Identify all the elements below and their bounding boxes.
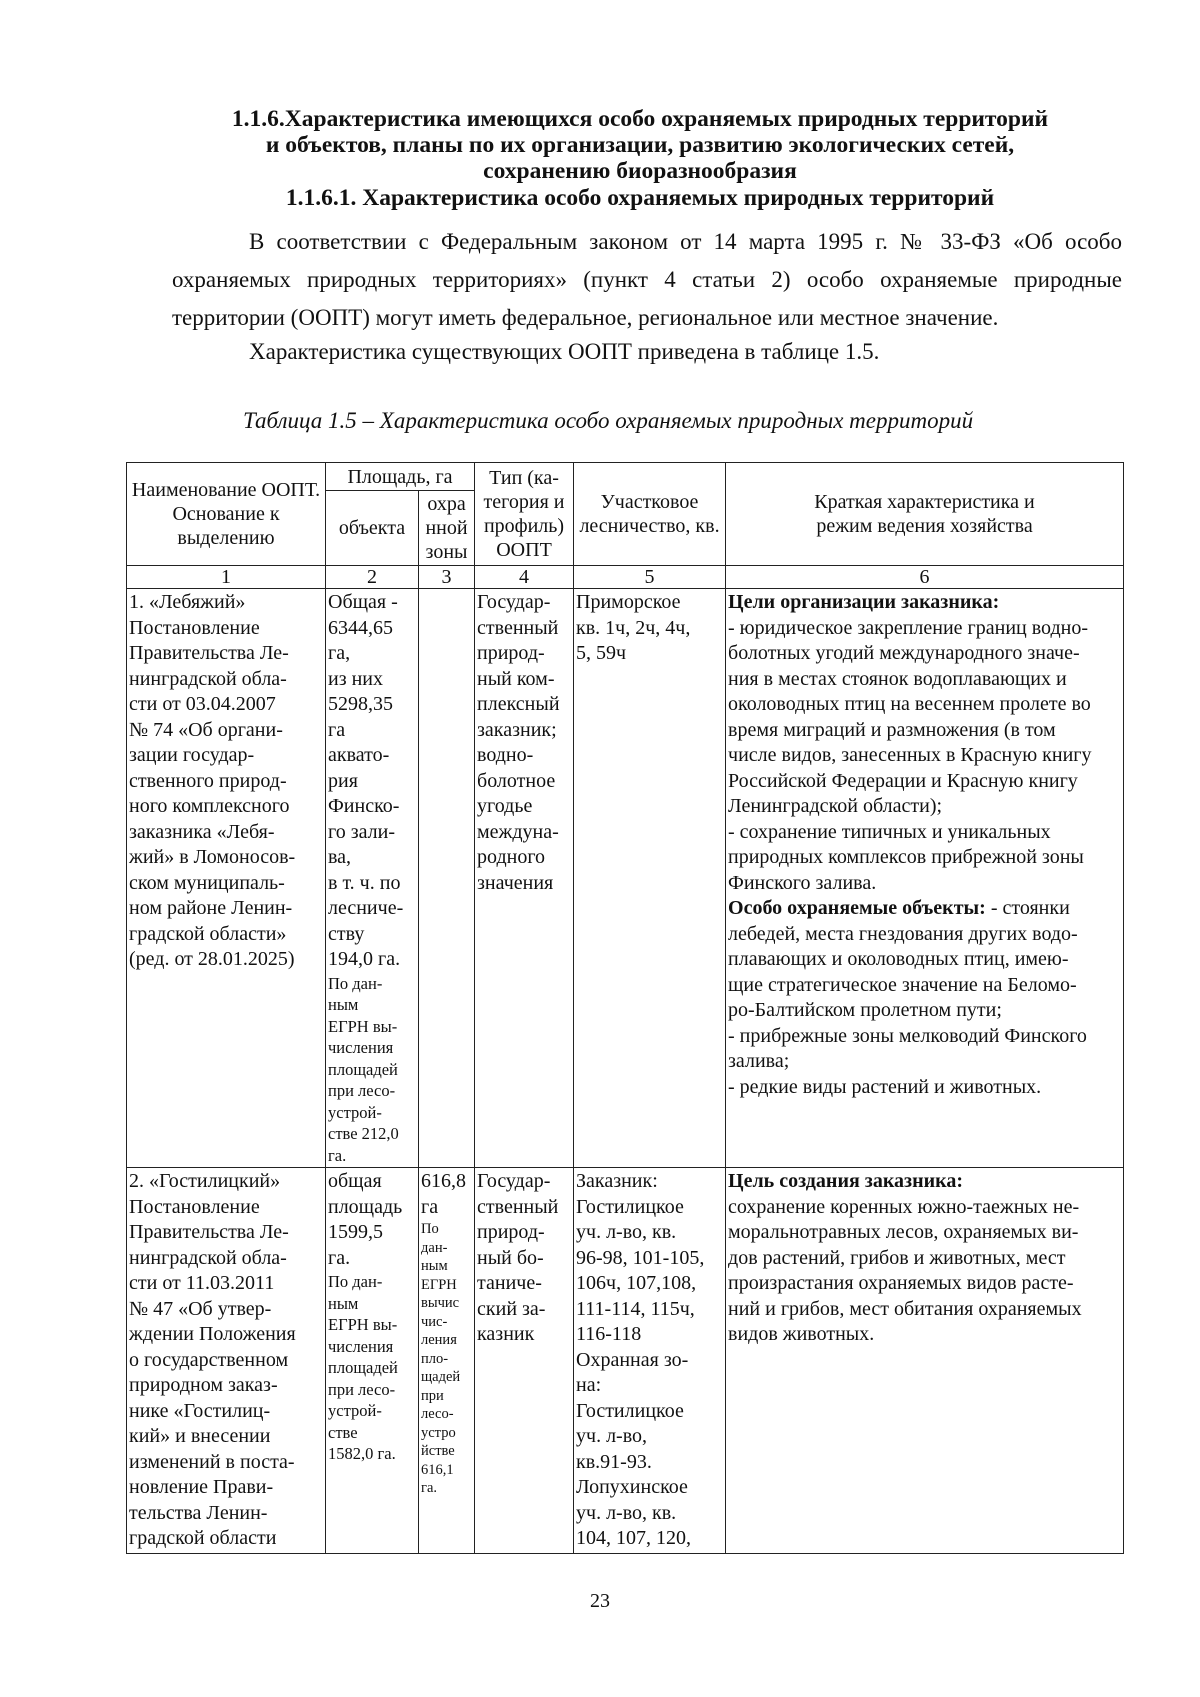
cell-line: 5, 59ч	[576, 642, 627, 664]
cell-line: ный ком-	[477, 667, 555, 690]
header-area: Площадь, га	[326, 463, 475, 491]
cell-line: 111-114, 115ч,	[576, 1297, 695, 1320]
cell-line: числения	[328, 1336, 394, 1356]
cell-line: ственный	[477, 616, 559, 639]
cell-line: щадей	[421, 1369, 461, 1385]
page-number: 23	[590, 1590, 610, 1612]
summary-label: Цель создания заказника:	[728, 1170, 964, 1192]
cell-line: Правительства Ле-	[129, 1221, 289, 1243]
cell-line: Общая -	[328, 591, 398, 613]
cell-line: № 47 «Об утвер-	[129, 1297, 272, 1320]
cell-line: 1. «Лебяжий»	[129, 591, 246, 613]
cell-line: общая	[328, 1170, 382, 1192]
cell-line: ском муниципаль-	[129, 871, 285, 894]
section-title	[160, 106, 1120, 184]
cell-type	[475, 589, 574, 1168]
cell-line: природ-	[477, 642, 545, 664]
table-row	[127, 1168, 1124, 1554]
cell-line: площадей	[328, 1059, 398, 1079]
cell-line: зации государ-	[129, 744, 255, 766]
cell-name	[127, 589, 326, 1168]
summary-label: Особо охраняемые объекты:	[728, 897, 986, 919]
cell-line: время миграций и размножения (в том	[728, 718, 1056, 741]
cell-line: ния в местах стоянок водоплавающих и	[728, 667, 1067, 690]
cell-line: о государственном	[129, 1348, 289, 1371]
cell-line: значения	[477, 871, 554, 894]
cell-line: - прибрежные зоны мелководий Финского	[728, 1024, 1087, 1047]
cell-buffer	[419, 1168, 475, 1554]
cell-line: га.	[421, 1480, 438, 1496]
table-caption: Таблица 1.5 – Характеристика особо охраняемых природных территорий	[243, 408, 974, 433]
cell-line: - редкие виды растений и животных.	[728, 1075, 1042, 1098]
section-title-line: сохранению биоразнообразия	[483, 158, 797, 184]
cell-line: стве	[328, 1422, 358, 1442]
cell-line: уч. л-во, кв.	[576, 1501, 677, 1524]
summary-label: Цели организации заказника:	[728, 591, 1000, 613]
cell-line: ления	[421, 1332, 457, 1348]
cell-line: пло-	[421, 1350, 449, 1367]
cell-line: рия	[328, 769, 358, 792]
cell-line: ственный	[477, 1195, 559, 1218]
cell-line: нинградской обла-	[129, 667, 287, 690]
cell-line: га,	[328, 642, 351, 664]
cell-line: при лесо-	[328, 1379, 396, 1399]
cell-summary	[726, 1168, 1124, 1554]
cell-line: заказник;	[477, 718, 557, 741]
cell-line: болотных угодий международного значе-	[728, 642, 1080, 664]
cell-line: ва,	[328, 846, 352, 868]
cell-line: родного	[477, 846, 546, 868]
cell-line: 616,8	[421, 1170, 466, 1192]
cell-line: изменений в поста-	[129, 1450, 295, 1473]
cell-type	[475, 1168, 574, 1554]
header-area-buffer: охра нной зоны	[419, 491, 475, 566]
cell-line: при лесо-	[328, 1081, 396, 1100]
column-number-row	[127, 566, 1124, 589]
cell-line: сти от 11.03.2011	[129, 1272, 275, 1294]
cell-line: плавающих и околоводных птиц, имею-	[728, 948, 1069, 970]
cell-line: устрой-	[328, 1102, 382, 1122]
cell-line: площадь	[328, 1195, 403, 1218]
column-number: 5	[574, 566, 726, 589]
section-subtitle	[160, 185, 1120, 211]
cell-line: га	[421, 1195, 439, 1218]
section-title-line: 1.1.6.Характеристика имеющихся особо охраняемых природных территорий	[231, 106, 1049, 132]
column-number: 6	[726, 566, 1124, 589]
cell-line: 5298,35	[328, 693, 393, 715]
cell-line: го зали-	[328, 820, 396, 843]
intro-line: Характеристика существующих ООПТ приведена в таблице 1.5.	[249, 339, 880, 364]
cell-line: Государ-	[477, 1170, 551, 1192]
cell-line: устрой-	[328, 1401, 382, 1420]
cell-name	[127, 1168, 326, 1554]
cell-line: на:	[576, 1374, 602, 1396]
cell-line: числения	[328, 1038, 394, 1057]
cell-line: Заказник:	[576, 1170, 658, 1192]
cell-line: градской области	[129, 1527, 277, 1549]
cell-line: Постановление	[129, 616, 260, 639]
cell-line: устро	[421, 1424, 456, 1441]
cell-line: природном заказ-	[129, 1374, 278, 1396]
intro-line: охраняемых природных территориях» (пункт 4 статьи 2) особо охраняемые природные	[172, 267, 1122, 292]
cell-line: водно-	[477, 744, 534, 766]
cell-line: стве 212,0	[328, 1124, 399, 1143]
intro-paragraph-2	[249, 338, 1119, 366]
cell-line: плексный	[477, 693, 560, 715]
cell-line: моральнотравных лесов, охраняемых ви-	[728, 1221, 1079, 1243]
cell-line: ный бо-	[477, 1246, 544, 1269]
header-forestry: Участковое лесничество, кв.	[574, 463, 726, 566]
cell-summary	[726, 589, 1124, 1168]
cell-line: лебедей, места гнездования других водо-	[728, 922, 1078, 945]
cell-line: 1599,5	[328, 1221, 383, 1243]
cell-line: природных комплексов прибрежной зоны	[728, 846, 1084, 868]
column-number: 4	[475, 566, 574, 589]
cell-line: болотное	[477, 769, 556, 792]
cell-line: йстве	[421, 1443, 455, 1459]
cell-line: нинградской обла-	[129, 1246, 287, 1269]
cell-line: площадей	[328, 1358, 398, 1377]
header-type: Тип (ка- тегория и профиль) ООПТ	[475, 463, 574, 566]
intro-paragraph	[172, 223, 1122, 337]
cell-line: околоводных птиц на весеннем пролете во	[728, 693, 1091, 715]
table-row	[127, 589, 1124, 1168]
cell-line: № 74 «Об органи-	[129, 718, 283, 741]
section-title-line: и объектов, планы по их организации, развитию экологических сетей,	[265, 132, 1015, 158]
header-summary: Краткая характеристика и режим ведения хозяйства	[726, 463, 1124, 566]
intro-line: территории (ООПТ) могут иметь федеральное, региональное или местное значение.	[172, 305, 999, 330]
cell-line: при	[421, 1387, 444, 1404]
cell-line: По	[421, 1221, 439, 1237]
cell-line: 106ч, 107,108,	[576, 1272, 697, 1294]
cell-line: 116-118	[576, 1323, 642, 1345]
cell-line: Лопухинское	[576, 1476, 688, 1498]
column-number: 1	[127, 566, 326, 589]
cell-line: 616,1	[421, 1461, 454, 1478]
cell-buffer	[419, 589, 475, 1168]
cell-line: ным	[328, 995, 359, 1014]
cell-line: кв.91-93.	[576, 1450, 652, 1473]
cell-line: ЕГРН вы-	[328, 1315, 398, 1334]
cell-line: Приморское	[576, 591, 681, 613]
cell-line: чис-	[421, 1313, 448, 1330]
header-area-object: объекта	[326, 491, 419, 566]
cell-line: ро-Балтийском пролетном пути;	[728, 999, 1002, 1021]
summary-label-tail: - стоянки	[985, 897, 1070, 919]
cell-line: вычис	[421, 1295, 460, 1311]
cell-area	[326, 589, 419, 1168]
cell-line: - сохранение типичных и уникальных	[728, 820, 1051, 843]
cell-line: уч. л-во,	[576, 1425, 648, 1447]
cell-line: аквато-	[328, 744, 390, 766]
cell-line: сохранение коренных южно-таежных не-	[728, 1195, 1080, 1218]
cell-line: га.	[328, 1145, 347, 1165]
column-number: 2	[326, 566, 419, 589]
cell-line: 104, 107, 120,	[576, 1527, 692, 1549]
cell-line: щие стратегическое значение на Беломо-	[728, 973, 1077, 996]
cell-line: лесо-	[421, 1406, 454, 1422]
cell-line: уч. л-во, кв.	[576, 1221, 677, 1243]
oopt-table	[126, 462, 1124, 1554]
cell-line: междуна-	[477, 820, 559, 843]
cell-line: Российской Федерации и Красную книгу	[728, 769, 1078, 792]
cell-line: 6344,65	[328, 616, 393, 639]
cell-line: ский за-	[477, 1297, 546, 1320]
cell-line: 96-98, 101-105,	[576, 1246, 705, 1269]
cell-line: кий» и внесении	[129, 1425, 271, 1447]
cell-line: ственного природ-	[129, 769, 287, 792]
cell-line: га	[328, 718, 346, 741]
intro-line: В соответствии с Федеральным законом от 14 марта 1995 г. № 33-ФЗ «Об особо	[249, 229, 1122, 254]
cell-line: ном районе Ленин-	[129, 897, 293, 919]
cell-line: угодье	[477, 795, 533, 817]
cell-line: ЕГРН	[421, 1276, 457, 1293]
cell-line: Финско-	[328, 795, 400, 817]
cell-line: 194,0 га.	[328, 948, 401, 970]
cell-forestry	[574, 1168, 726, 1554]
cell-line: новление Прави-	[129, 1476, 274, 1498]
cell-line: Государ-	[477, 591, 551, 613]
cell-line: видов животных.	[728, 1323, 875, 1345]
cell-line: По дан-	[328, 973, 383, 993]
cell-line: Гостилицкое	[576, 1195, 684, 1218]
cell-line: жий» в Ломоносов-	[129, 846, 296, 868]
cell-line: лесниче-	[328, 897, 404, 919]
cell-line: Правительства Ле-	[129, 642, 289, 664]
cell-line: Охранная зо-	[576, 1348, 689, 1371]
cell-forestry	[574, 589, 726, 1168]
cell-line: По дан-	[328, 1272, 383, 1291]
header-name: Наименование ООПТ. Основание к выделению	[127, 463, 326, 566]
section-subtitle-text: 1.1.6.1. Характеристика особо охраняемых природных территорий	[285, 185, 995, 211]
cell-area	[326, 1168, 419, 1554]
cell-line: кв. 1ч, 2ч, 4ч,	[576, 616, 691, 639]
cell-line: 1582,0 га.	[328, 1444, 396, 1463]
summary-heading-line	[728, 896, 1121, 922]
cell-line: нике «Гостилиц-	[129, 1399, 271, 1422]
summary-heading-line	[728, 1169, 1121, 1195]
cell-line: тельства Ленин-	[129, 1501, 268, 1524]
cell-line: ным	[328, 1293, 359, 1313]
cell-line: дов растений, грибов и животных, мест	[728, 1246, 1066, 1269]
cell-line: Ленинградской области);	[728, 795, 943, 817]
cell-line: Постановление	[129, 1195, 260, 1218]
cell-line: природ-	[477, 1221, 545, 1243]
cell-line: дан-	[421, 1239, 448, 1256]
cell-line: градской области»	[129, 922, 287, 945]
cell-line: 2. «Гостилицкий»	[129, 1170, 281, 1192]
cell-line: га.	[328, 1246, 351, 1269]
cell-line: Финского залива.	[728, 871, 877, 894]
cell-line: казник	[477, 1323, 535, 1345]
cell-line: Гостилицкое	[576, 1399, 684, 1422]
cell-line: залива;	[728, 1050, 790, 1072]
cell-line: в т. ч. по	[328, 871, 401, 894]
column-number: 3	[419, 566, 475, 589]
cell-line: из них	[328, 667, 384, 690]
summary-heading-line	[728, 590, 1121, 616]
cell-line: ЕГРН вы-	[328, 1016, 398, 1036]
cell-line: ным	[421, 1258, 448, 1274]
cell-line: ного комплексного	[129, 795, 290, 817]
cell-line: числе видов, занесенных в Красную книгу	[728, 744, 1092, 766]
cell-line: таниче-	[477, 1272, 542, 1294]
cell-line: заказника «Лебя-	[129, 820, 275, 843]
cell-line: ний и грибов, мест обитания охраняемых	[728, 1297, 1082, 1320]
cell-line: ству	[328, 922, 365, 945]
cell-line: ждении Положения	[129, 1323, 296, 1345]
cell-line: (ред. от 28.01.2025)	[129, 948, 295, 970]
cell-line: - юридическое закрепление границ водно-	[728, 616, 1089, 639]
cell-line: произрастания охраняемых видов расте-	[728, 1272, 1074, 1294]
cell-line: сти от 03.04.2007	[129, 693, 276, 715]
